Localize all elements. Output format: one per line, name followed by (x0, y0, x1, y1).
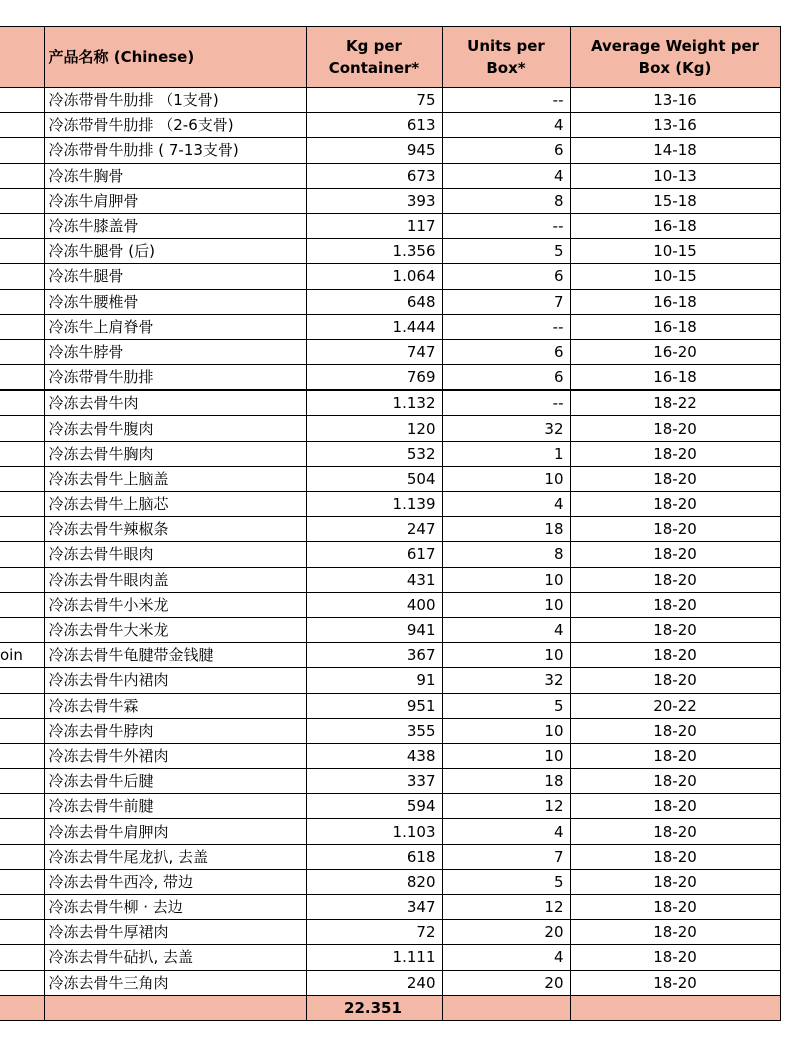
product-name: 冷冻去骨牛脖肉 (44, 718, 306, 743)
table-row (0, 643, 780, 668)
units-per-box: -- (442, 314, 570, 339)
total-row (0, 995, 780, 1020)
average-weight: 18-20 (570, 920, 780, 945)
product-name: 冷冻去骨牛前腱 (44, 794, 306, 819)
table-row (0, 163, 780, 188)
average-weight: 18-20 (570, 794, 780, 819)
header-row (0, 27, 780, 88)
average-weight: 18-20 (570, 441, 780, 466)
units-per-box: 12 (442, 794, 570, 819)
row-left-cut-text (0, 819, 44, 844)
row-left-cut-text (0, 466, 44, 491)
kg-per-container: 431 (306, 567, 442, 592)
row-left-cut-text (0, 416, 44, 441)
average-weight: 16-20 (570, 339, 780, 364)
units-per-box: -- (442, 390, 570, 416)
row-left-cut-text (0, 289, 44, 314)
units-per-box: 4 (442, 617, 570, 642)
row-left-cut-text (0, 895, 44, 920)
kg-per-container: 91 (306, 668, 442, 693)
table-row (0, 239, 780, 264)
average-weight: 18-20 (570, 769, 780, 794)
table-body (0, 88, 780, 996)
kg-per-container: 438 (306, 743, 442, 768)
row-left-cut-text (0, 239, 44, 264)
table-row (0, 693, 780, 718)
product-name: 冷冻去骨牛肉 (44, 390, 306, 416)
product-name: 冷冻去骨牛大米龙 (44, 617, 306, 642)
kg-per-container: 648 (306, 289, 442, 314)
average-weight: 16-18 (570, 289, 780, 314)
product-name: 冷冻去骨牛小米龙 (44, 592, 306, 617)
kg-per-container: 240 (306, 970, 442, 995)
header-average-weight: Average Weight per Box (Kg) (570, 27, 780, 88)
header-units-per-box: Units per Box* (442, 27, 570, 88)
units-per-box: -- (442, 88, 570, 113)
product-name: 冷冻去骨牛眼肉 (44, 542, 306, 567)
average-weight: 18-20 (570, 844, 780, 869)
product-name: 冷冻去骨牛外裙肉 (44, 743, 306, 768)
row-left-cut-text (0, 390, 44, 416)
units-per-box: 20 (442, 970, 570, 995)
product-name: 冷冻带骨牛肋排 （1支骨) (44, 88, 306, 113)
table-row (0, 769, 780, 794)
table-row (0, 869, 780, 894)
table-row (0, 314, 780, 339)
average-weight: 18-20 (570, 895, 780, 920)
units-per-box: 5 (442, 869, 570, 894)
kg-per-container: 1.356 (306, 239, 442, 264)
header-kg-per-container: Kg per Container* (306, 27, 442, 88)
table-row (0, 264, 780, 289)
header-cut-off-column (0, 27, 44, 88)
average-weight: 18-20 (570, 416, 780, 441)
table-row (0, 138, 780, 163)
row-left-cut-text (0, 365, 44, 391)
kg-per-container: 1.132 (306, 390, 442, 416)
product-name: 冷冻去骨牛眼肉盖 (44, 567, 306, 592)
table-row (0, 213, 780, 238)
product-name: 冷冻去骨牛三角肉 (44, 970, 306, 995)
row-left-cut-text (0, 138, 44, 163)
total-name-cell (44, 995, 306, 1020)
units-per-box: 4 (442, 819, 570, 844)
average-weight: 10-15 (570, 264, 780, 289)
kg-per-container: 337 (306, 769, 442, 794)
table-row (0, 743, 780, 768)
product-name: 冷冻去骨牛内裙肉 (44, 668, 306, 693)
kg-per-container: 941 (306, 617, 442, 642)
row-left-cut-text (0, 769, 44, 794)
row-left-cut-text (0, 794, 44, 819)
kg-per-container: 75 (306, 88, 442, 113)
average-weight: 18-20 (570, 466, 780, 491)
kg-per-container: 951 (306, 693, 442, 718)
kg-per-container: 594 (306, 794, 442, 819)
units-per-box: 10 (442, 466, 570, 491)
product-name: 冷冻去骨牛厚裙肉 (44, 920, 306, 945)
row-left-cut-text (0, 113, 44, 138)
product-name: 冷冻牛肩胛骨 (44, 188, 306, 213)
product-name: 冷冻牛腿骨 (后) (44, 239, 306, 264)
kg-per-container: 72 (306, 920, 442, 945)
table-row (0, 970, 780, 995)
product-name: 冷冻带骨牛肋排 ( 7-13支骨) (44, 138, 306, 163)
units-per-box: 6 (442, 339, 570, 364)
units-per-box: 12 (442, 895, 570, 920)
table-row (0, 441, 780, 466)
kg-per-container: 117 (306, 213, 442, 238)
table-row (0, 718, 780, 743)
product-name: 冷冻牛膝盖骨 (44, 213, 306, 238)
kg-per-container: 355 (306, 718, 442, 743)
units-per-box: 10 (442, 718, 570, 743)
table-row (0, 844, 780, 869)
kg-per-container: 613 (306, 113, 442, 138)
table-row (0, 567, 780, 592)
row-left-cut-text (0, 163, 44, 188)
product-name: 冷冻去骨牛柳 · 去边 (44, 895, 306, 920)
average-weight: 18-20 (570, 945, 780, 970)
average-weight: 18-20 (570, 592, 780, 617)
kg-per-container: 769 (306, 365, 442, 391)
units-per-box: 10 (442, 592, 570, 617)
row-left-cut-text (0, 844, 44, 869)
kg-per-container: 1.139 (306, 492, 442, 517)
product-table (0, 26, 781, 1021)
row-left-cut-text (0, 517, 44, 542)
total-avg-cell (570, 995, 780, 1020)
average-weight: 18-20 (570, 869, 780, 894)
header-product-name: 产品名称 (Chinese) (44, 27, 306, 88)
kg-per-container: 1.444 (306, 314, 442, 339)
kg-per-container: 247 (306, 517, 442, 542)
units-per-box: 6 (442, 138, 570, 163)
row-left-cut-text (0, 339, 44, 364)
row-left-cut-text (0, 693, 44, 718)
average-weight: 18-22 (570, 390, 780, 416)
units-per-box: 4 (442, 163, 570, 188)
average-weight: 18-20 (570, 743, 780, 768)
kg-per-container: 747 (306, 339, 442, 364)
row-left-cut-text (0, 920, 44, 945)
units-per-box: 7 (442, 844, 570, 869)
average-weight: 16-18 (570, 314, 780, 339)
row-left-cut-text (0, 869, 44, 894)
row-left-cut-text (0, 542, 44, 567)
row-left-cut-text (0, 970, 44, 995)
average-weight: 18-20 (570, 718, 780, 743)
total-units-cell (442, 995, 570, 1020)
average-weight: 20-22 (570, 693, 780, 718)
table-row (0, 113, 780, 138)
table-row (0, 819, 780, 844)
average-weight: 13-16 (570, 88, 780, 113)
row-left-cut-text (0, 264, 44, 289)
row-left-cut-text (0, 592, 44, 617)
kg-per-container: 673 (306, 163, 442, 188)
average-weight: 18-20 (570, 668, 780, 693)
table-row (0, 339, 780, 364)
units-per-box: 32 (442, 416, 570, 441)
kg-per-container: 1.111 (306, 945, 442, 970)
units-per-box: 10 (442, 743, 570, 768)
table-row (0, 617, 780, 642)
product-name: 冷冻去骨牛霖 (44, 693, 306, 718)
average-weight: 18-20 (570, 819, 780, 844)
table-row (0, 945, 780, 970)
kg-per-container: 120 (306, 416, 442, 441)
kg-per-container: 1.103 (306, 819, 442, 844)
row-left-cut-text (0, 441, 44, 466)
row-left-cut-text (0, 567, 44, 592)
kg-per-container: 617 (306, 542, 442, 567)
units-per-box: 10 (442, 643, 570, 668)
table-row (0, 592, 780, 617)
row-left-cut-text (0, 492, 44, 517)
units-per-box: 8 (442, 542, 570, 567)
total-cut-off-cell (0, 995, 44, 1020)
row-left-cut-text (0, 213, 44, 238)
row-left-cut-text (0, 617, 44, 642)
average-weight: 18-20 (570, 517, 780, 542)
product-name: 冷冻去骨牛后腱 (44, 769, 306, 794)
units-per-box: 20 (442, 920, 570, 945)
units-per-box: 5 (442, 693, 570, 718)
kg-per-container: 618 (306, 844, 442, 869)
product-name: 冷冻牛胸骨 (44, 163, 306, 188)
table-row (0, 492, 780, 517)
kg-per-container: 945 (306, 138, 442, 163)
product-name: 冷冻去骨牛辣椒条 (44, 517, 306, 542)
row-left-cut-text (0, 668, 44, 693)
average-weight: 18-20 (570, 567, 780, 592)
row-left-cut-text (0, 945, 44, 970)
units-per-box: 8 (442, 188, 570, 213)
row-left-cut-text (0, 188, 44, 213)
row-left-cut-text (0, 743, 44, 768)
units-per-box: 32 (442, 668, 570, 693)
average-weight: 16-18 (570, 365, 780, 391)
average-weight: 18-20 (570, 542, 780, 567)
units-per-box: 4 (442, 945, 570, 970)
units-per-box: 18 (442, 517, 570, 542)
table-row (0, 466, 780, 491)
kg-per-container: 367 (306, 643, 442, 668)
total-kg: 22.351 (306, 995, 442, 1020)
average-weight: 18-20 (570, 643, 780, 668)
units-per-box: 7 (442, 289, 570, 314)
table-row (0, 390, 780, 416)
average-weight: 14-18 (570, 138, 780, 163)
product-name: 冷冻去骨牛胸肉 (44, 441, 306, 466)
product-name: 冷冻去骨牛肩胛肉 (44, 819, 306, 844)
row-left-cut-text: oin (0, 643, 44, 668)
row-left-cut-text (0, 314, 44, 339)
average-weight: 15-18 (570, 188, 780, 213)
kg-per-container: 400 (306, 592, 442, 617)
units-per-box: 5 (442, 239, 570, 264)
units-per-box: -- (442, 213, 570, 238)
table-row (0, 920, 780, 945)
product-name: 冷冻牛腿骨 (44, 264, 306, 289)
units-per-box: 6 (442, 264, 570, 289)
average-weight: 16-18 (570, 213, 780, 238)
units-per-box: 4 (442, 492, 570, 517)
kg-per-container: 504 (306, 466, 442, 491)
product-name: 冷冻牛上肩脊骨 (44, 314, 306, 339)
product-name: 冷冻牛腰椎骨 (44, 289, 306, 314)
units-per-box: 1 (442, 441, 570, 466)
product-name: 冷冻牛脖骨 (44, 339, 306, 364)
table-row (0, 517, 780, 542)
table-row (0, 188, 780, 213)
row-left-cut-text (0, 718, 44, 743)
average-weight: 10-13 (570, 163, 780, 188)
kg-per-container: 347 (306, 895, 442, 920)
table-row (0, 895, 780, 920)
table-row (0, 542, 780, 567)
product-name: 冷冻去骨牛腹肉 (44, 416, 306, 441)
kg-per-container: 532 (306, 441, 442, 466)
product-name: 冷冻去骨牛上脑盖 (44, 466, 306, 491)
units-per-box: 4 (442, 113, 570, 138)
table-row (0, 289, 780, 314)
product-name: 冷冻带骨牛肋排 (44, 365, 306, 391)
kg-per-container: 820 (306, 869, 442, 894)
table-row (0, 668, 780, 693)
table-row (0, 794, 780, 819)
average-weight: 10-15 (570, 239, 780, 264)
table-row (0, 416, 780, 441)
product-name: 冷冻去骨牛尾龙扒, 去盖 (44, 844, 306, 869)
average-weight: 18-20 (570, 617, 780, 642)
average-weight: 18-20 (570, 492, 780, 517)
units-per-box: 10 (442, 567, 570, 592)
average-weight: 13-16 (570, 113, 780, 138)
product-name: 冷冻去骨牛龟腱带金钱腱 (44, 643, 306, 668)
table-row (0, 365, 780, 391)
row-left-cut-text (0, 88, 44, 113)
kg-per-container: 1.064 (306, 264, 442, 289)
units-per-box: 6 (442, 365, 570, 391)
product-name: 冷冻去骨牛上脑芯 (44, 492, 306, 517)
product-name: 冷冻去骨牛西冷, 带边 (44, 869, 306, 894)
average-weight: 18-20 (570, 970, 780, 995)
kg-per-container: 393 (306, 188, 442, 213)
product-name: 冷冻带骨牛肋排 （2-6支骨) (44, 113, 306, 138)
units-per-box: 18 (442, 769, 570, 794)
product-name: 冷冻去骨牛砧扒, 去盖 (44, 945, 306, 970)
table-row (0, 88, 780, 113)
